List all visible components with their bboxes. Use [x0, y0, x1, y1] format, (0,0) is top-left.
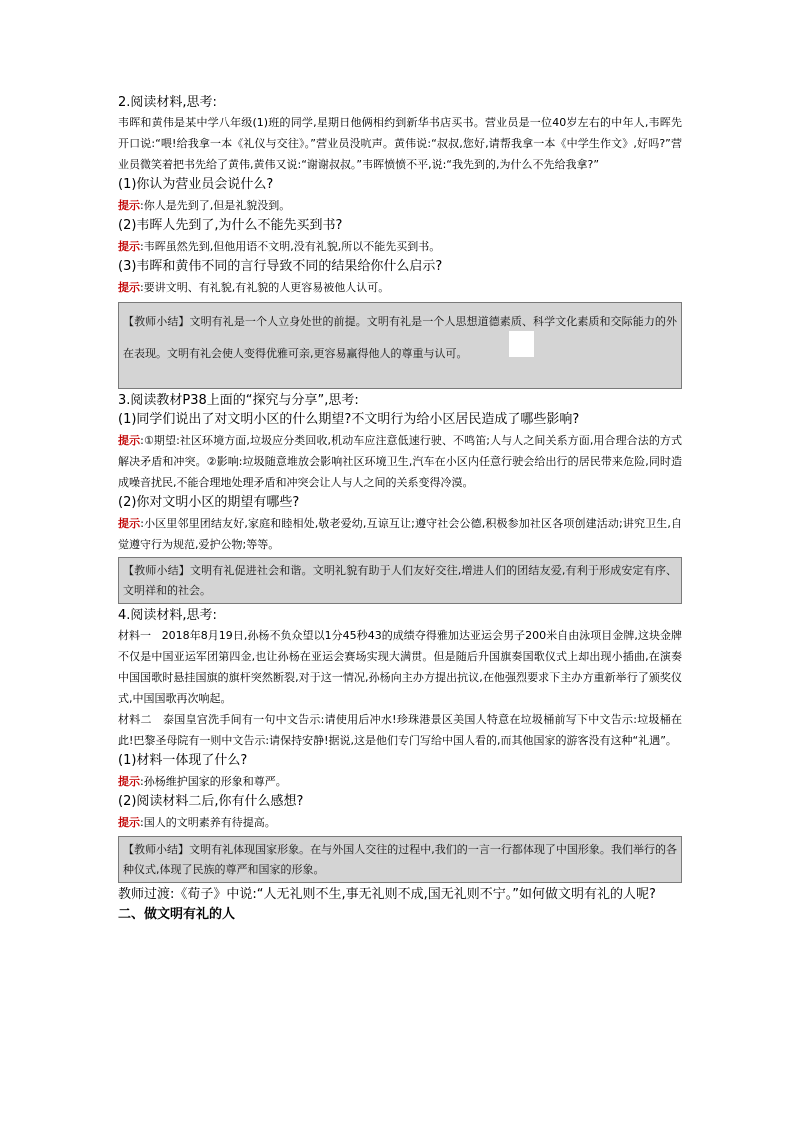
material-label: 材料一 [118, 629, 152, 642]
hint-label: 提示 [118, 240, 140, 253]
hint-text: :你人是先到了,但是礼貌没到。 [140, 199, 291, 212]
teacher-summary-label: 【教师小结】 [123, 564, 190, 577]
hint-label: 提示 [118, 199, 140, 212]
section3-heading: 3.阅读教材P38上面的“探究与分享”,思考: [118, 393, 359, 408]
section3-answer-2 [118, 513, 682, 555]
teacher-summary-text: 文明有礼是一个人立身处世的前提。文明有礼是一个人思想道德素质、科学文化素质和交际能力的外在表现。文明有礼会使人变得优雅可亲,更容易赢得他人的尊重与认可。 [123, 315, 678, 360]
teacher-summary-box [118, 557, 682, 604]
document-page [118, 94, 682, 925]
teacher-summary-label: 【教师小结】 [123, 843, 190, 856]
hint-text: :要讲文明、有礼貌,有礼貌的人更容易被他人认可。 [140, 281, 390, 294]
section2-material: 韦晖和黄伟是某中学八年级(1)班的同学,星期日他俩相约到新华书店买书。营业员是一位40岁左右的中年人,韦晖先开口说:“喂!给我拿一本《礼仪与交往》。”营业员没吭声。黄伟说:“叔叔,您好,请帮我拿一本《中学生作文》,好吗?”营业员微笑着把书先给了黄伟,黄伟又说:“谢谢叔叔。”韦晖愤愤不平,说:“我先到的,为什么不先给我拿?” [118, 116, 682, 171]
hint-text: :韦晖虽然先到,但他用语不文明,没有礼貌,所以不能先买到书。 [140, 240, 441, 253]
hint-label: 提示 [118, 434, 141, 447]
section2-question-1: (1)你认为营业员会说什么? [118, 177, 274, 192]
section2-question-3: (3)韦晖和黄伟不同的言行导致不同的结果给你什么启示? [118, 259, 443, 274]
section4-question-1: (1)材料一体现了什么? [118, 753, 248, 768]
section4-answer-1 [118, 771, 682, 792]
hint-label: 提示 [118, 775, 140, 788]
blank-patch [509, 331, 534, 357]
section4-material-1 [118, 625, 682, 709]
section4-heading: 4.阅读材料,思考: [118, 608, 217, 623]
section2-question-2: (2)韦晖人先到了,为什么不能先买到书? [118, 218, 343, 233]
hint-text: :国人的文明素养有待提高。 [140, 816, 276, 829]
teacher-summary-label: 【教师小结】 [123, 315, 190, 328]
hint-text: :①期望:社区环境方面,垃圾应分类回收,机动车应注意低速行驶、不鸣笛;人与人之间关系方面,用合理合法的方式解决矛盾和冲突。②影响:垃圾随意堆放会影响社区环境卫生,汽车在小区内任意行驶会给出行的居民带来危险,同时造成噪音扰民,不能合理地处理矛盾和冲突会让人与人之间的关系变得冷漠。 [118, 434, 683, 489]
section3-question-1: (1)同学们说出了对文明小区的什么期望?不文明行为给小区居民造成了哪些影响? [118, 412, 580, 427]
teacher-summary-box [118, 302, 682, 389]
section3-answer-1 [118, 430, 682, 493]
teacher-transition: 教师过渡:《荀子》中说:“人无礼则不生,事无礼则不成,国无礼则不宁。”如何做文明有礼的人呢? [118, 887, 656, 902]
hint-text: :小区里邻里团结友好,家庭和睦相处,敬老爱幼,互谅互让;遵守社会公德,积极参加社区各项创建活动;讲究卫生,自觉遵守行为规范,爱护公物;等等。 [118, 517, 683, 551]
section4-material-2 [118, 709, 682, 751]
section2-answer-3 [118, 277, 682, 298]
section2-answer-1 [118, 195, 682, 216]
section4-answer-2 [118, 812, 682, 833]
hint-label: 提示 [118, 517, 141, 530]
material-label: 材料二 [118, 713, 152, 726]
section2-heading: 2.阅读材料,思考: [118, 95, 217, 110]
hint-text: :孙杨维护国家的形象和尊严。 [140, 775, 287, 788]
section3-question-2: (2)你对文明小区的期望有哪些? [118, 495, 300, 510]
teacher-summary-text: 文明有礼体现国家形象。在与外国人交往的过程中,我们的一言一行都体现了中国形象。我们举行的各种仪式,体现了民族的尊严和国家的形象。 [123, 843, 677, 876]
hint-label: 提示 [118, 281, 140, 294]
teacher-summary-box [118, 836, 682, 883]
hint-label: 提示 [118, 816, 140, 829]
material-text: 2018年8月19日,孙杨不负众望以1分45秒43的成绩夺得雅加达亚运会男子200米自由泳项目金牌,这块金牌不仅是中国亚运军团第四金,也让孙杨在亚运会赛场实现大满贯。但是随后升国旗奏国歌仪式上却出现小插曲,在演奏中国国歌时悬挂国旗的旗杆突然断裂,对于这一情况,孙杨向主办方提出抗议,在他强烈要求下主办方重新举行了颁奖仪式,中国国歌再次响起。 [118, 629, 683, 705]
teacher-summary-text: 文明有礼促进社会和谐。文明礼貌有助于人们友好交往,增进人们的团结友爱,有利于形成安定有序、文明祥和的社会。 [123, 564, 677, 597]
material-text: 泰国皇宫洗手间有一句中文告示:请使用后冲水!珍珠港景区美国人特意在垃圾桶前写下中文告示:垃圾桶在此!巴黎圣母院有一则中文告示:请保持安静!据说,这是他们专门写给中国人看的,而其他国家的游客没有这种“礼遇”。 [118, 713, 682, 747]
section-title: 二、做文明有礼的人 [118, 907, 236, 922]
section2-answer-2 [118, 236, 682, 257]
section4-question-2: (2)阅读材料二后,你有什么感想? [118, 794, 304, 809]
